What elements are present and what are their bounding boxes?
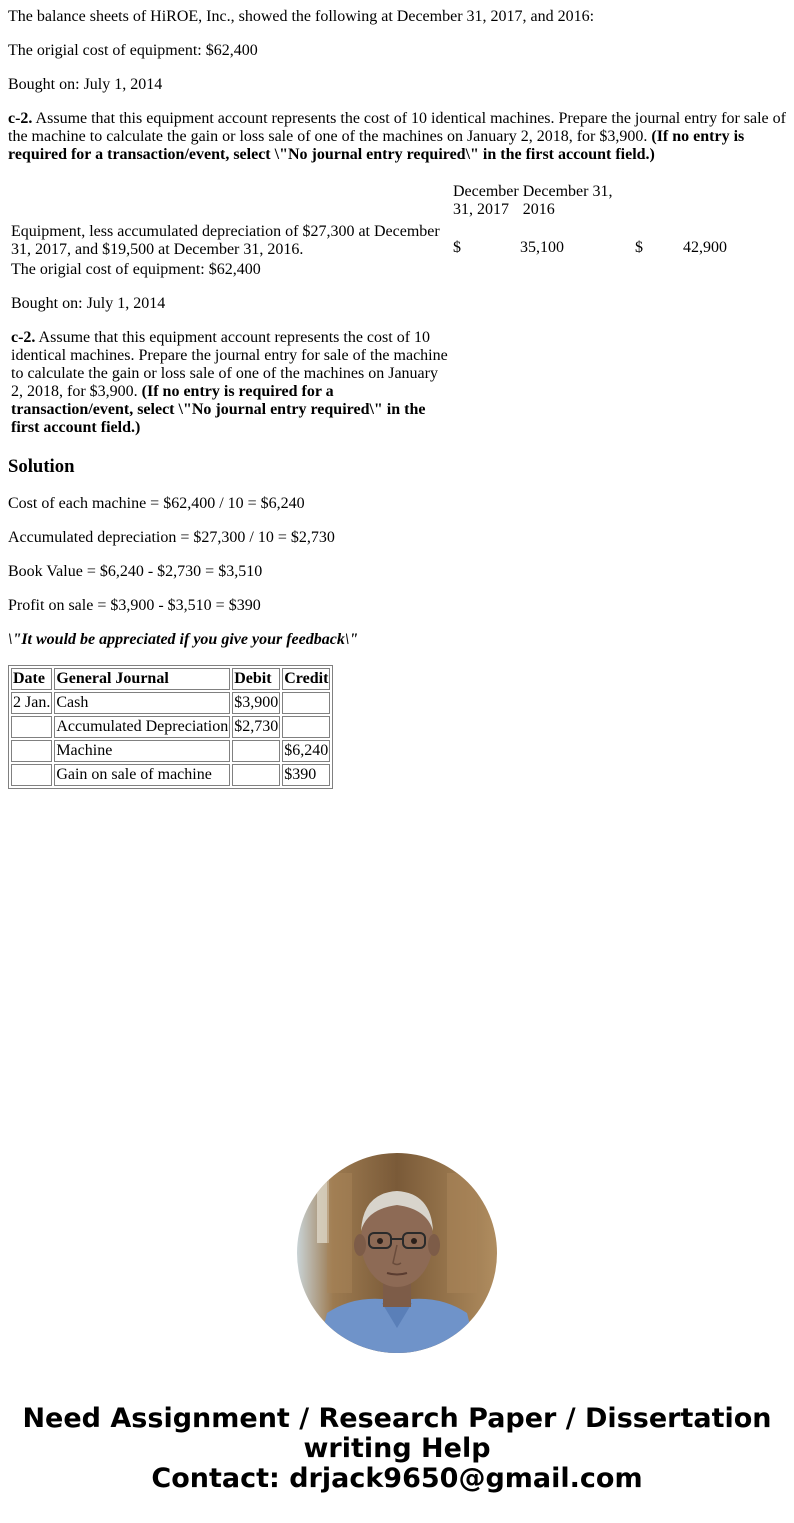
balance-sheet-table bbox=[8, 180, 788, 440]
intro-line: The balance sheets of HiROE, Inc., showed the following at December 31, 2017, and 2016: bbox=[8, 8, 595, 25]
journal-cell bbox=[11, 740, 52, 762]
inner-c2-label: c-2. bbox=[11, 329, 36, 346]
journal-row bbox=[11, 716, 330, 738]
footer-contact: Contact: drjack9650@gmail.com bbox=[151, 1463, 643, 1494]
footer-line-1: Need Assignment / Research Paper / Dissertation bbox=[22, 1403, 772, 1434]
journal-row bbox=[11, 692, 330, 714]
journal-cell bbox=[282, 692, 330, 714]
question-c2-instruction: (If no entry is required for a transaction/event, select \"No journal entry required\" in the first account field.) bbox=[8, 128, 745, 163]
footer-line-2: writing Help bbox=[303, 1433, 491, 1464]
value-2016: 42,900 bbox=[683, 239, 727, 256]
solution-line-book-value: Book Value = $6,240 - $2,730 = $3,510 bbox=[8, 563, 263, 580]
question-c2-label: c-2. bbox=[8, 110, 33, 127]
journal-cell bbox=[11, 716, 52, 738]
inner-c2-instruction: (If no entry is required for a transaction/event, select \"No journal entry required\" in the first account field.) bbox=[11, 383, 426, 436]
journal-cell bbox=[11, 764, 52, 786]
journal-row bbox=[11, 740, 330, 762]
journal-cell: Gain on sale of machine bbox=[54, 764, 230, 786]
journal-cell bbox=[232, 740, 280, 762]
journal-header-date: Date bbox=[11, 668, 52, 690]
journal-header-row bbox=[11, 668, 330, 690]
balance-header-row bbox=[10, 182, 786, 220]
original-cost-line: The origial cost of equipment: $62,400 bbox=[8, 42, 258, 59]
currency-2017: $ bbox=[453, 239, 461, 256]
inner-c2-text: Assume that this equipment account represents the cost of 10 identical machines. Prepare the journal entry for sale of the machine to calculate the gain or loss sale of one of the machines on January 2, 2018, for $3,900. bbox=[11, 329, 448, 400]
col-header-2016: December 31, 2016 bbox=[522, 183, 613, 218]
bought-on-line: Bought on: July 1, 2014 bbox=[8, 76, 163, 93]
author-photo-icon bbox=[297, 1153, 497, 1353]
journal-cell bbox=[232, 764, 280, 786]
question-c2-text: Assume that this equipment account represents the cost of 10 identical machines. Prepare the journal entry for sale of the machine to calculate the gain or loss sale of one of the machines on January 2, 2018, for $3,900. bbox=[8, 110, 786, 145]
balance-row bbox=[10, 222, 786, 438]
journal-header-credit: Credit bbox=[282, 668, 330, 690]
question-c2 bbox=[8, 110, 788, 164]
journal-cell: 2 Jan. bbox=[11, 692, 52, 714]
journal-cell bbox=[282, 716, 330, 738]
journal-cell: $2,730 bbox=[232, 716, 280, 738]
inner-question-c2 bbox=[11, 329, 449, 437]
equipment-row-label: Equipment, less accumulated depreciation of $27,300 at December 31, 2017, and $19,500 at December 31, 2016. bbox=[11, 223, 440, 258]
currency-2016: $ bbox=[635, 239, 643, 256]
journal-cell: $390 bbox=[282, 764, 330, 786]
journal-header-debit: Debit bbox=[232, 668, 280, 690]
solution-line-cost: Cost of each machine = $62,400 / 10 = $6,240 bbox=[8, 495, 305, 512]
journal-row bbox=[11, 764, 330, 786]
inner-cost-line bbox=[11, 261, 449, 437]
document-body bbox=[8, 8, 788, 789]
solution-line-depreciation: Accumulated depreciation = $27,300 / 10 = $2,730 bbox=[8, 529, 335, 546]
journal-cell: $3,900 bbox=[232, 692, 280, 714]
journal-header-account: General Journal bbox=[54, 668, 230, 690]
inner-original-cost: The origial cost of equipment: $62,400 bbox=[11, 261, 261, 278]
journal-cell: $6,240 bbox=[282, 740, 330, 762]
balance-values bbox=[452, 222, 786, 262]
footer-banner bbox=[0, 1404, 794, 1494]
journal-cell: Accumulated Depreciation bbox=[54, 716, 230, 738]
inner-bought-on: Bought on: July 1, 2014 bbox=[11, 295, 166, 312]
journal-cell: Cash bbox=[54, 692, 230, 714]
col-header-2017: December 31, 2017 bbox=[453, 183, 519, 218]
author-avatar bbox=[297, 1153, 497, 1353]
value-2017: 35,100 bbox=[520, 239, 564, 256]
solution-heading: Solution bbox=[8, 456, 75, 477]
journal-cell: Machine bbox=[54, 740, 230, 762]
solution-line-profit: Profit on sale = $3,900 - $3,510 = $390 bbox=[8, 597, 261, 614]
feedback-line: \"It would be appreciated if you give your feedback\" bbox=[8, 631, 359, 648]
journal-table bbox=[8, 665, 333, 789]
